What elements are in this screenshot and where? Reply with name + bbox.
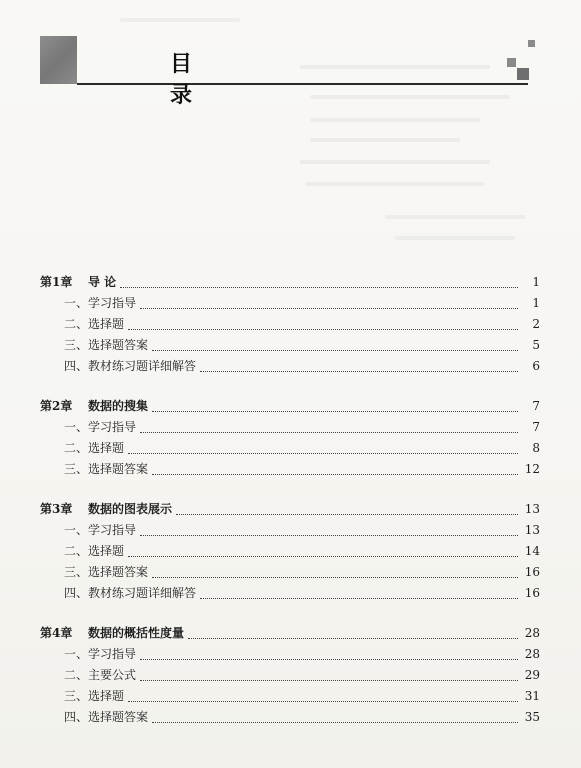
toc-section-row[interactable] — [40, 356, 540, 377]
header-decor-square — [528, 40, 535, 47]
section-title: 三、选择题答案 — [64, 338, 149, 352]
chapter-number: 第4章 — [40, 626, 73, 640]
page-number: 35 — [524, 710, 540, 724]
toc-chapter-row[interactable] — [40, 396, 540, 417]
dot-leader — [176, 502, 518, 515]
page-number: 14 — [524, 544, 540, 558]
toc-section-row[interactable] — [40, 644, 540, 665]
toc-section-row[interactable] — [40, 562, 540, 583]
chapter-gap — [40, 480, 540, 499]
page-number: 8 — [532, 441, 540, 455]
toc-section-row[interactable] — [40, 293, 540, 314]
section-title: 一、学习指导 — [64, 296, 137, 310]
toc-section-row[interactable] — [40, 335, 540, 356]
toc-chapter — [40, 623, 540, 728]
page-number: 28 — [524, 647, 540, 661]
section-title: 四、教材练习题详细解答 — [64, 586, 197, 600]
show-through-line — [395, 236, 515, 240]
page-number: 16 — [524, 586, 540, 600]
toc-section-row[interactable] — [40, 438, 540, 459]
dot-leader — [200, 359, 518, 372]
chapter-title: 数据的概括性度量 — [88, 626, 185, 640]
page-number: 13 — [524, 502, 540, 516]
header-decor-square — [507, 58, 516, 67]
dot-leader — [140, 523, 518, 536]
toc-chapter — [40, 272, 540, 377]
toc-chapter — [40, 499, 540, 604]
section-title: 二、主要公式 — [64, 668, 137, 682]
dot-leader — [152, 338, 518, 351]
page-number: 31 — [524, 689, 540, 703]
dot-leader — [152, 399, 518, 412]
table-of-contents — [40, 272, 540, 728]
section-title: 三、选择题答案 — [64, 565, 149, 579]
section-title: 二、选择题 — [64, 441, 125, 455]
chapter-title: 导 论 — [88, 275, 117, 289]
show-through-line — [300, 65, 490, 69]
dot-leader — [152, 565, 518, 578]
section-title: 一、学习指导 — [64, 420, 137, 434]
page-number: 7 — [532, 420, 540, 434]
section-title: 一、学习指导 — [64, 523, 137, 537]
show-through-line — [120, 18, 240, 22]
chapter-number: 第2章 — [40, 399, 73, 413]
show-through-line — [310, 118, 480, 122]
toc-section-row[interactable] — [40, 417, 540, 438]
toc-section-row[interactable] — [40, 541, 540, 562]
dot-leader — [140, 647, 518, 660]
section-title: 二、选择题 — [64, 544, 125, 558]
chapter-title: 数据的图表展示 — [88, 502, 173, 516]
dot-leader — [152, 710, 518, 723]
page-number: 2 — [532, 317, 540, 331]
dot-leader — [128, 441, 518, 454]
dot-leader — [128, 544, 518, 557]
dot-leader — [188, 626, 518, 639]
page-number: 5 — [532, 338, 540, 352]
chapter-title: 数据的搜集 — [88, 399, 149, 413]
page-number: 16 — [524, 565, 540, 579]
toc-section-row[interactable] — [40, 686, 540, 707]
chapter-number: 第1章 — [40, 275, 73, 289]
page-number: 13 — [524, 523, 540, 537]
toc-section-row[interactable] — [40, 520, 540, 541]
toc-chapter — [40, 396, 540, 480]
dot-leader — [140, 296, 518, 309]
chapter-gap — [40, 377, 540, 396]
page-number: 6 — [532, 359, 540, 373]
page-number: 28 — [524, 626, 540, 640]
page-number: 1 — [532, 275, 540, 289]
show-through-line — [310, 95, 510, 99]
dot-leader — [128, 317, 518, 330]
dot-leader — [128, 689, 518, 702]
dot-leader — [120, 275, 518, 288]
show-through-line — [310, 138, 460, 142]
header-decor-block — [40, 36, 77, 84]
page-number: 12 — [524, 462, 540, 476]
dot-leader — [140, 420, 518, 433]
dot-leader — [152, 462, 518, 475]
toc-section-row[interactable] — [40, 707, 540, 728]
section-title: 四、选择题答案 — [64, 710, 149, 724]
toc-section-row[interactable] — [40, 459, 540, 480]
section-title: 四、教材练习题详细解答 — [64, 359, 197, 373]
header-rule — [77, 83, 528, 85]
section-title: 二、选择题 — [64, 317, 125, 331]
page-number: 7 — [532, 399, 540, 413]
section-title: 三、选择题答案 — [64, 462, 149, 476]
page-number: 1 — [532, 296, 540, 310]
show-through-line — [385, 215, 525, 219]
toc-section-row[interactable] — [40, 583, 540, 604]
header-decor-square — [517, 68, 529, 80]
section-title: 一、学习指导 — [64, 647, 137, 661]
section-title: 三、选择题 — [64, 689, 125, 703]
page-title: 目 录 — [170, 52, 213, 108]
dot-leader — [140, 668, 518, 681]
toc-chapter-row[interactable] — [40, 499, 540, 520]
show-through-line — [305, 182, 485, 186]
show-through-line — [300, 160, 490, 164]
chapter-gap — [40, 604, 540, 623]
chapter-number: 第3章 — [40, 502, 73, 516]
dot-leader — [200, 586, 518, 599]
toc-chapter-row[interactable] — [40, 272, 540, 293]
toc-chapter-row[interactable] — [40, 623, 540, 644]
toc-section-row[interactable] — [40, 665, 540, 686]
page-number: 29 — [524, 668, 540, 682]
toc-section-row[interactable] — [40, 314, 540, 335]
